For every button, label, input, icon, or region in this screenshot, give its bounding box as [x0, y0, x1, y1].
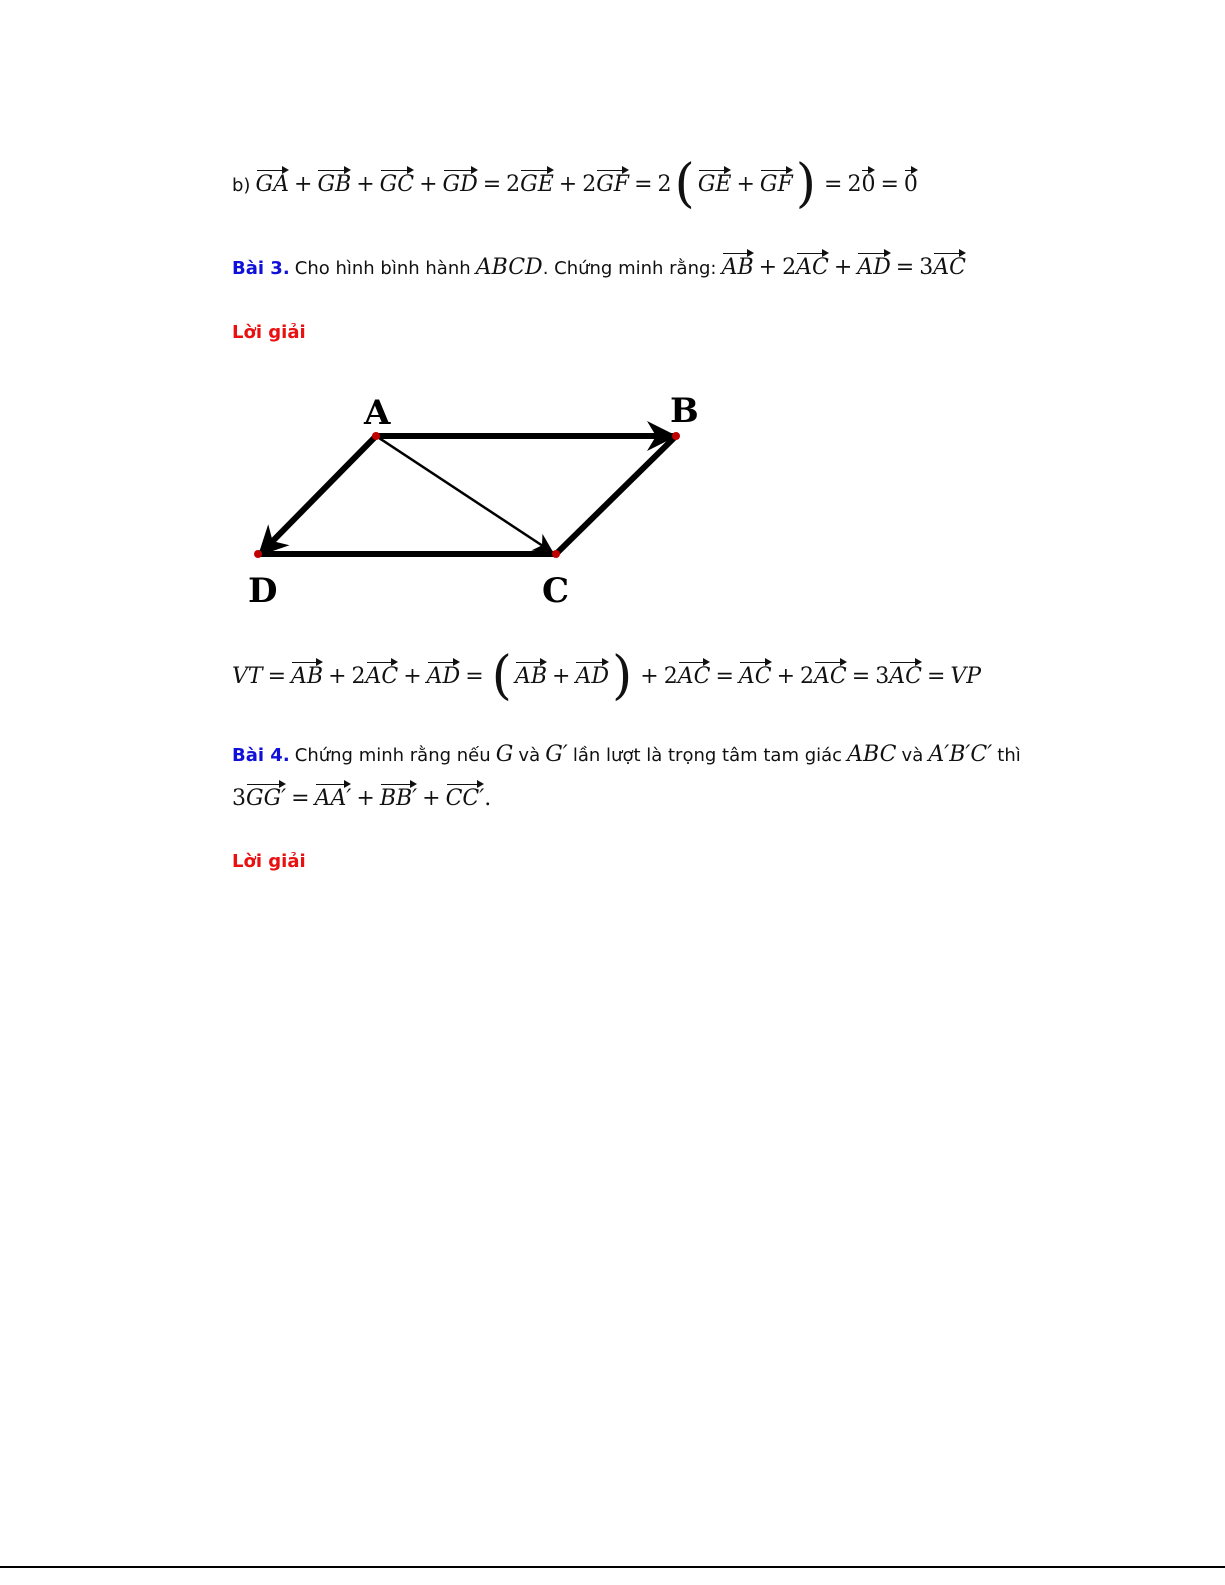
vector-ab: AB — [722, 247, 754, 280]
operator: = — [465, 664, 484, 689]
solution-label: Lời giải — [232, 322, 306, 343]
label-b: B — [670, 391, 699, 431]
operator: = — [895, 255, 915, 280]
solution-label: Lời giải — [232, 851, 306, 872]
operator: = — [851, 664, 871, 689]
shape-name: ABCD — [475, 255, 543, 280]
problem-4-text-3: thì — [997, 745, 1021, 766]
parallelogram-figure — [230, 372, 710, 617]
operator: + — [552, 664, 571, 689]
right-paren: ) — [611, 646, 633, 706]
vector-ac: AC — [814, 656, 847, 689]
right-paren: ) — [795, 154, 817, 214]
conjunction: và — [901, 745, 924, 766]
vector-bb-prime: BB′ — [380, 778, 417, 811]
operator: + — [558, 172, 578, 197]
operator: = — [482, 172, 502, 197]
edge-ad — [260, 436, 376, 554]
zero-vector: 0 — [904, 164, 918, 197]
problem-4-math — [232, 786, 491, 811]
operator: + — [833, 255, 853, 280]
operator: = — [824, 172, 843, 197]
vector-ac: AC — [933, 247, 966, 280]
operator: + — [776, 664, 796, 689]
right-side-label: VP — [950, 664, 982, 689]
left-paren: ( — [491, 646, 512, 706]
coefficient: 2 — [351, 664, 366, 689]
solution-math — [232, 646, 982, 706]
vector-ac: AC — [796, 247, 829, 280]
coefficient: 2 — [800, 664, 815, 689]
vector-gb: GB — [317, 164, 351, 197]
problem-3 — [232, 247, 966, 280]
vector-aa-prime: AA′ — [315, 778, 352, 811]
vector-ad: AD — [857, 247, 891, 280]
coefficient: 2 — [657, 172, 672, 197]
edge-cb — [556, 436, 676, 554]
problem-4-text: Chứng minh rằng nếu — [294, 745, 491, 766]
point-b — [672, 432, 680, 440]
operator: + — [419, 172, 438, 197]
vector-gf: GF — [760, 164, 793, 197]
vector-gf: GF — [596, 164, 629, 197]
left-paren: ( — [674, 154, 695, 214]
problem-3-equation — [722, 255, 966, 280]
coefficient: 2 — [847, 172, 862, 197]
diagonal-ac — [376, 436, 552, 552]
vector-ac: AC — [366, 656, 399, 689]
point-a — [372, 432, 380, 440]
point-d — [254, 550, 262, 558]
vector-gd: GD — [443, 164, 478, 197]
operator: + — [403, 664, 422, 689]
operator: + — [422, 786, 441, 811]
vector-ab: AB — [515, 656, 547, 689]
operator: + — [328, 664, 347, 689]
problem-4-label: Bài 4. — [232, 745, 290, 766]
operator: + — [736, 172, 755, 197]
coefficient: 3 — [919, 255, 934, 280]
vector-ge: GE — [698, 164, 732, 197]
vector-ac: AC — [678, 656, 711, 689]
equation-b — [232, 154, 918, 214]
point-g-prime: G′ — [545, 742, 568, 767]
operator: + — [758, 255, 778, 280]
coefficient: 2 — [506, 172, 521, 197]
equation-b-math — [255, 154, 918, 214]
left-side-label: VT — [232, 664, 263, 689]
operator: + — [640, 664, 659, 689]
solution-equation — [232, 646, 982, 706]
vector-ac: AC — [889, 656, 922, 689]
operator: = — [267, 664, 286, 689]
label-a: A — [364, 393, 391, 433]
vector-ad: AD — [575, 656, 609, 689]
operator: + — [294, 172, 313, 197]
solution-heading-2 — [232, 851, 306, 872]
item-prefix: b) — [232, 175, 251, 196]
point-c — [552, 550, 560, 558]
period: . — [484, 786, 492, 811]
coefficient: 2 — [663, 664, 678, 689]
vector-ad: AD — [427, 656, 461, 689]
coefficient: 2 — [782, 255, 797, 280]
problem-4-equation — [232, 778, 491, 811]
vector-cc-prime: CC′ — [446, 778, 485, 811]
problem-3-text: Cho hình bình hành — [294, 258, 471, 279]
problem-3-label: Bài 3. — [232, 258, 290, 279]
operator: + — [356, 786, 375, 811]
zero-vector: 0 — [861, 164, 875, 197]
vector-ab: AB — [291, 656, 323, 689]
vector-gc: GC — [380, 164, 414, 197]
problem-3-text-2: . Chứng minh rằng: — [542, 258, 717, 279]
conjunction: và — [518, 745, 541, 766]
operator: = — [715, 664, 734, 689]
label-d: D — [248, 571, 278, 611]
label-c: C — [542, 571, 570, 611]
coefficient: 3 — [875, 664, 890, 689]
problem-4 — [232, 742, 1021, 767]
coefficient: 2 — [582, 172, 597, 197]
vector-ga: GA — [256, 164, 289, 197]
page-bottom-rule — [0, 1566, 1225, 1568]
vector-ge: GE — [520, 164, 554, 197]
solution-heading-1 — [232, 322, 306, 343]
operator: = — [634, 172, 653, 197]
operator: = — [926, 664, 946, 689]
vector-ac: AC — [739, 656, 772, 689]
problem-4-text-2: lần lượt là trọng tâm tam giác — [572, 745, 843, 766]
operator: + — [356, 172, 375, 197]
triangle-abc: ABC — [847, 742, 897, 767]
operator: = — [291, 786, 310, 811]
operator: = — [880, 172, 899, 197]
coefficient: 3 — [232, 786, 246, 811]
triangle-abc-prime: A′B′C′ — [928, 742, 993, 767]
point-g: G — [495, 742, 514, 767]
vector-gg-prime: GG′ — [246, 778, 286, 811]
